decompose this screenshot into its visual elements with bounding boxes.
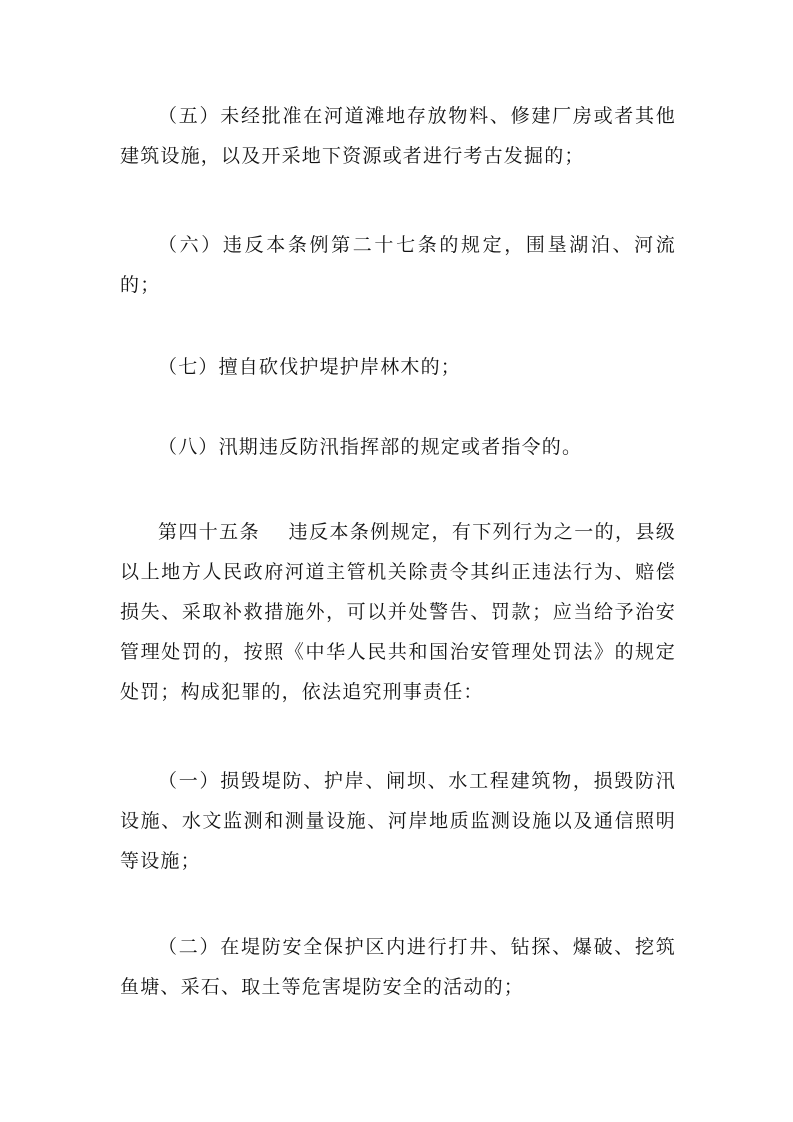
paragraph-article-45-item-1: （一）损毁堤防、护岸、闸坝、水工程建筑物，损毁防汛设施、水文监测和测量设施、河岸地质监测设施以及通信照明等设施； [120,770,676,872]
paragraph-item-6: （六）违反本条例第二十七条的规定，围垦湖泊、河流的； [120,234,676,296]
article-number: 第四十五条 [158,521,260,543]
article-45-paragraph [120,512,676,712]
paragraph-item-5: （五）未经批准在河道滩地存放物料、修建厂房或者其他建筑设施，以及开采地下资源或者进行考古发掘的； [120,105,676,167]
paragraph-item-8: （八）汛期违反防汛指挥部的规定或者指令的。 [158,436,583,458]
paragraph-item-7: （七）擅自砍伐护堤护岸林木的； [158,356,462,378]
paragraph-article-45-item-2: （二）在堤防安全保护区内进行打井、钻探、爆破、挖筑鱼塘、采石、取土等危害堤防安全的活动的； [120,936,676,998]
article-45-body: 违反本条例规定，有下列行为之一的，县级以上地方人民政府河道主管机关除责令其纠正违法行为、赔偿损失、采取补救措施外，可以并处警告、罚款；应当给予治安管理处罚的，按照《中华人民共和国治安管理处罚法》的规定处罚；构成犯罪的，依法追究刑事责任： [120,521,676,703]
